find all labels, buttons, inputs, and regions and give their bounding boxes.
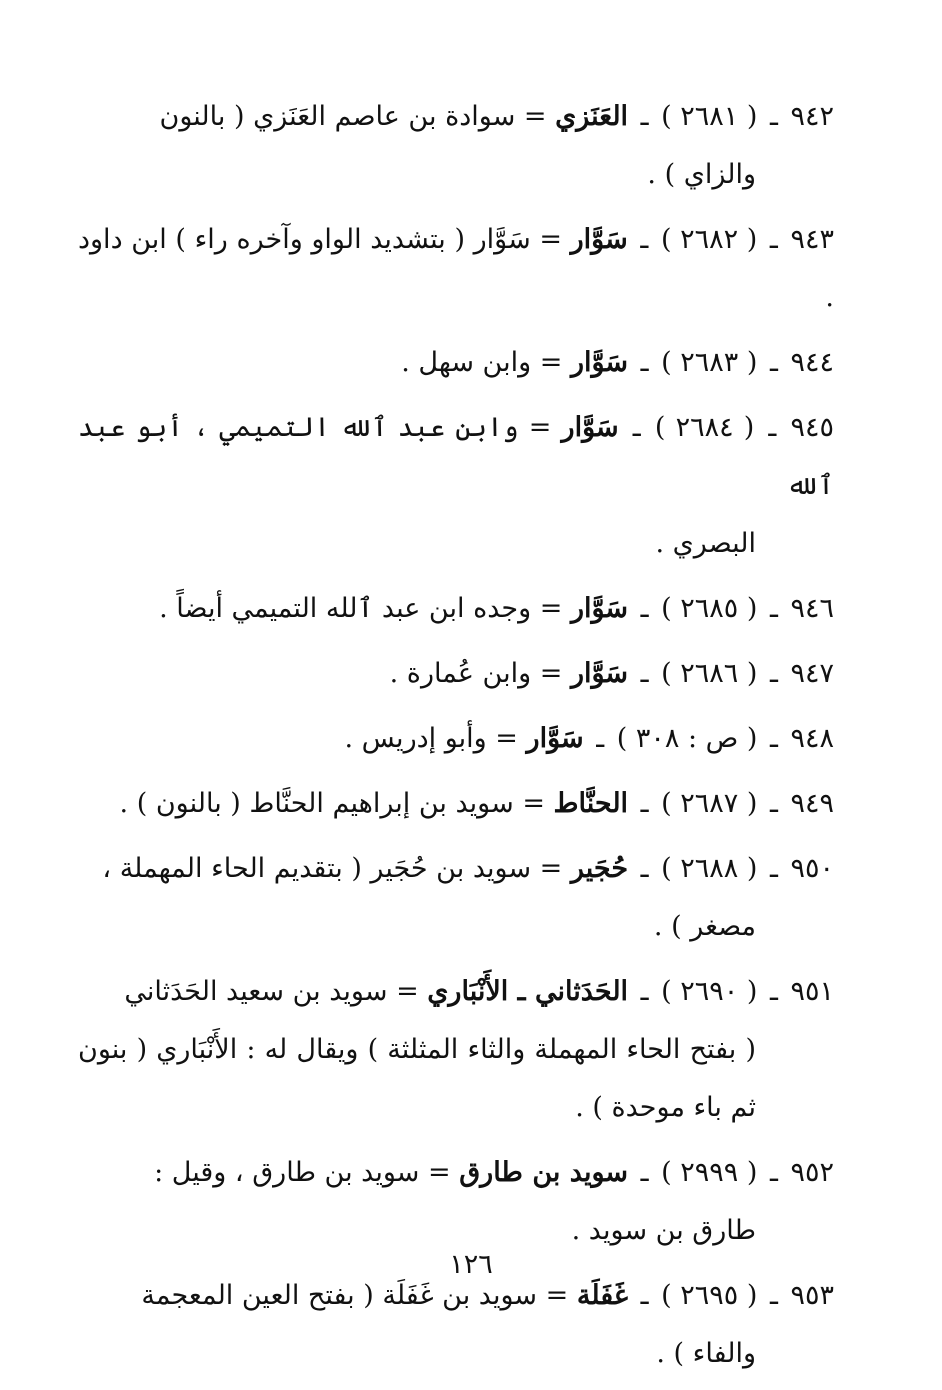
entry-reference: ( ٢٦٨٥ )	[661, 593, 758, 624]
entry-number: ٩٤٥	[790, 412, 834, 443]
entry-text: = سويد بن طارق ، وقيل :	[154, 1157, 451, 1188]
entry-947: ٩٤٧ ـ ( ٢٦٨٦ ) ـ سَوَّار = وابن عُمارة .	[389, 658, 834, 689]
entry-950: ٩٥٠ ـ ( ٢٦٨٨ ) ـ حُجَير = سويد بن حُجَير ( بتقديم الحاء المهملة ، مصغر ) .	[78, 840, 834, 956]
entry-number: ٩٥٠	[790, 853, 834, 884]
entry-continuation: والزاي ) .	[647, 159, 756, 190]
entry-953: ٩٥٣ ـ ( ٢٦٩٥ ) ـ غَفَلَة = سويد بن غَفَلَة ( بفتح العين المعجمة والفاء ) .	[78, 1267, 834, 1383]
entry-reference: ( ٢٦٨٨ )	[661, 853, 758, 884]
entry-continuation: ( بفتح الحاء المهملة والثاء المثلثة ) ويقال له : الأَنْبَاري ( بنون ثم باء موحدة ) .	[78, 1034, 756, 1123]
entry-reference: ( ص : ٣٠٨ )	[616, 723, 758, 754]
entry-number: ٩٥٣	[790, 1280, 834, 1311]
entry-951: ٩٥١ ـ ( ٢٦٩٠ ) ـ الحَدَثاني ـ الأَنْبَاري = سويد بن سعيد الحَدَثاني ( بفتح الحاء المهملة والثاء المثلثة ) ويقال له : الأَنْبَاري ( بنون ثم باء موحدة ) .	[78, 963, 834, 1137]
entry-number: ٩٥١	[790, 976, 834, 1007]
entry-heading: سَوَّار	[561, 412, 619, 443]
entry-number: ٩٤٦	[790, 593, 834, 624]
entry-number: ٩٤٣	[790, 224, 834, 255]
entry-text: = وابن عبد ٱلله التميمي ، أبو عبد ٱلله	[78, 412, 834, 501]
entry-text: = وأبو إدريس .	[344, 723, 518, 754]
entry-text: = سويد بن غَفَلَة ( بفتح العين المعجمة	[141, 1280, 569, 1311]
entry-continuation: والفاء ) .	[656, 1338, 756, 1369]
entry-number: ٩٤٧	[790, 658, 834, 689]
entry-continuation: طارق بن سويد .	[571, 1215, 756, 1246]
entry-reference: ( ٢٦٨٤ )	[654, 412, 755, 443]
entry-heading: سَوَّار	[570, 347, 629, 378]
entry-949: ٩٤٩ ـ ( ٢٦٨٧ ) ـ الحنَّاط = سويد بن إبراهيم الحنَّاط ( بالنون ) .	[119, 788, 834, 819]
entry-number: ٩٤٨	[790, 723, 834, 754]
entry-text: = وجده ابن عبد ٱلله التميمي أيضاً .	[159, 593, 563, 624]
entry-reference: ( ٢٦٨٧ )	[661, 788, 758, 819]
entry-continuation: مصغر ) .	[653, 911, 756, 942]
entry-944: ٩٤٤ ـ ( ٢٦٨٣ ) ـ سَوَّار = وابن سهل .	[401, 347, 834, 378]
entry-heading: الحنَّاط	[553, 788, 629, 819]
entry-heading: الحَدَثاني ـ الأَنْبَاري	[427, 976, 629, 1007]
entry-heading: غَفَلَة	[576, 1280, 629, 1311]
entry-number: ٩٤٩	[790, 788, 834, 819]
entry-number: ٩٤٤	[790, 347, 834, 378]
entry-heading: سَوَّار	[570, 593, 629, 624]
entry-943: ٩٤٣ ـ ( ٢٦٨٢ ) ـ سَوَّار = سَوَّار ( بتشديد الواو وآخره راء ) ابن داود .	[78, 224, 834, 313]
entry-heading: سويد بن طارق	[459, 1157, 629, 1188]
entry-945: ٩٤٥ ـ ( ٢٦٨٤ ) ـ سَوَّار = وابن عبد ٱلله التميمي ، أبو عبد ٱلله البصري .	[78, 399, 834, 573]
entry-reference: ( ٢٦٨٢ )	[660, 224, 758, 255]
entry-heading: حُجَير	[570, 853, 629, 884]
entry-952: ٩٥٢ ـ ( ٢٩٩٩ ) ـ سويد بن طارق = سويد بن طارق ، وقيل : طارق بن سويد .	[78, 1144, 834, 1260]
entry-text: = سويد بن حُجَير ( بتقديم الحاء المهملة ،	[102, 853, 563, 884]
entry-heading: سَوَّار	[526, 723, 584, 754]
page-number: ١٢٦	[449, 1249, 493, 1280]
entry-number: ٩٥٢	[790, 1157, 834, 1188]
entry-text: = سويد بن إبراهيم الحنَّاط ( بالنون ) .	[119, 788, 545, 819]
entry-text: = سوادة بن عاصم العَنَزي ( بالنون	[159, 101, 547, 132]
entry-heading: العَنَزي	[555, 101, 629, 132]
entry-reference: ( ٢٦٩٥ )	[661, 1280, 758, 1311]
entry-reference: ( ٢٦٨٣ )	[661, 347, 758, 378]
entry-reference: ( ٢٦٩٠ )	[661, 976, 758, 1007]
entry-reference: ( ٢٦٨١ )	[661, 101, 758, 132]
entry-text: = وابن عُمارة .	[389, 658, 563, 689]
entry-reference: ( ٢٦٨٦ )	[661, 658, 758, 689]
entry-number: ٩٤٢	[790, 101, 834, 132]
entry-946: ٩٤٦ ـ ( ٢٦٨٥ ) ـ سَوَّار = وجده ابن عبد ٱلله التميمي أيضاً .	[159, 593, 834, 624]
page-body	[78, 88, 834, 1390]
entry-reference: ( ٢٩٩٩ )	[661, 1157, 758, 1188]
entry-heading: سَوَّار	[570, 658, 629, 689]
entry-heading: سَوَّار	[570, 224, 628, 255]
entry-948: ٩٤٨ ـ ( ص : ٣٠٨ ) ـ سَوَّار = وأبو إدريس .	[344, 723, 834, 754]
entry-942: ٩٤٢ ـ ( ٢٦٨١ ) ـ العَنَزي = سوادة بن عاصم العَنَزي ( بالنون والزاي ) .	[78, 88, 834, 204]
entry-text: = وابن سهل .	[401, 347, 563, 378]
entry-continuation: البصري .	[655, 528, 756, 559]
entry-text: = سويد بن سعيد الحَدَثاني	[124, 976, 419, 1007]
entry-text: = سَوَّار ( بتشديد الواو وآخره راء ) ابن داود .	[78, 224, 834, 313]
